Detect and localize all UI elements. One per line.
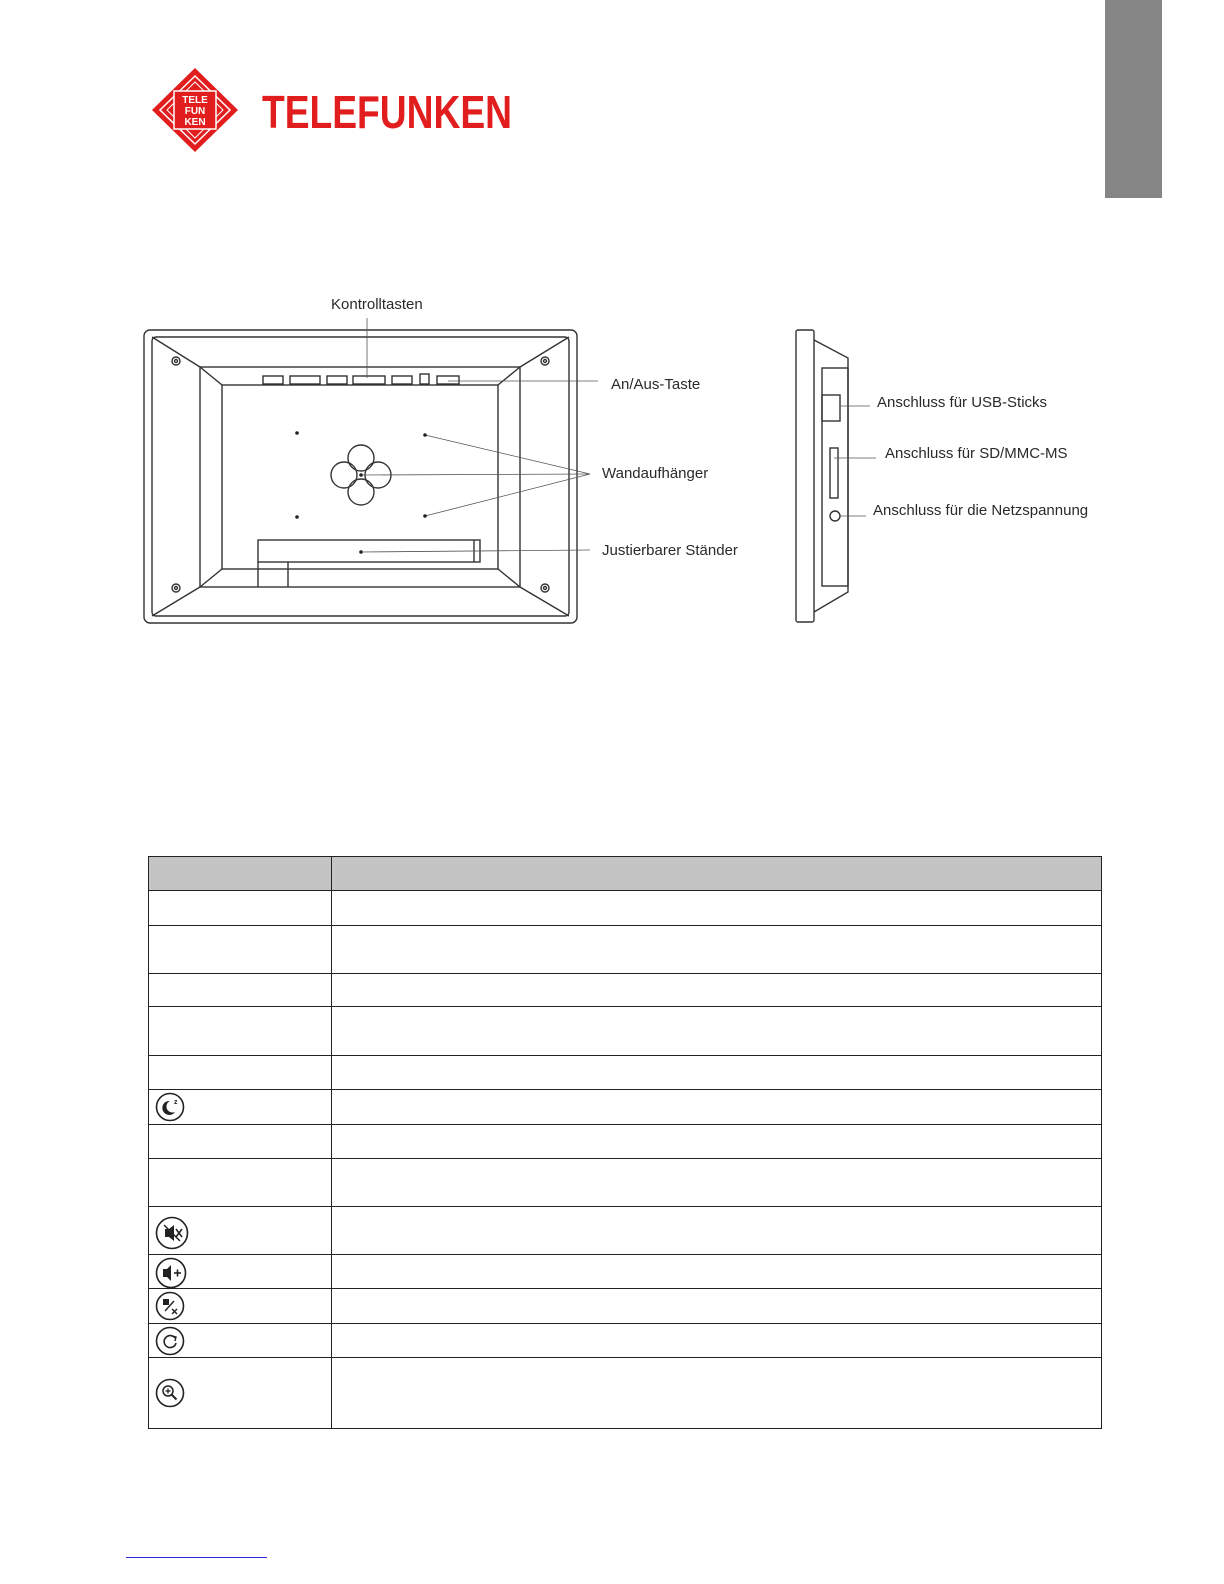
label-power-key: An/Aus-Taste [611, 376, 701, 393]
row-text [332, 1007, 1102, 1056]
brand-wordmark: TELEFUNKEN [262, 86, 512, 138]
zoom-ratio-icon [155, 1291, 185, 1321]
side-frame [796, 330, 814, 622]
row-text [332, 1358, 1102, 1429]
frame-outer [144, 330, 577, 623]
row-text [332, 1289, 1102, 1324]
power-key [437, 376, 459, 384]
wall-mount-shape [331, 445, 391, 505]
emblem-line-1: TELE [182, 95, 208, 106]
label-wall-mount: Wandaufhänger [602, 465, 709, 482]
header-key [149, 857, 332, 891]
table-row [149, 1324, 1102, 1358]
card-slot [830, 448, 838, 498]
row-text [332, 1125, 1102, 1159]
table-header-row [149, 857, 1102, 891]
row-text [332, 1324, 1102, 1358]
dc-jack [830, 511, 840, 521]
rotate-icon [155, 1326, 185, 1356]
row-text [332, 926, 1102, 974]
header-function [332, 857, 1102, 891]
control-key-2 [290, 376, 320, 384]
emblem-line-3: KEN [184, 117, 206, 128]
label-stand: Justierbarer Ständer [602, 542, 738, 559]
keys-table [148, 856, 1102, 1429]
label-card-port: Anschluss für SD/MMC-MS [885, 445, 1068, 462]
table-row [149, 1358, 1102, 1429]
row-text [332, 1207, 1102, 1255]
telefunken-logo [150, 66, 520, 156]
table-row [149, 1207, 1102, 1255]
usb-slot [822, 395, 840, 421]
row-text [332, 1090, 1102, 1125]
zoom-in-icon [155, 1378, 185, 1408]
row-text [332, 974, 1102, 1007]
emblem-line-2: FUN [184, 106, 206, 117]
back-panel [200, 367, 520, 587]
table-row [149, 1090, 1102, 1125]
label-control-keys: Kontrolltasten [331, 296, 423, 313]
stand [258, 540, 480, 562]
table-row [149, 891, 1102, 926]
table-row [149, 1289, 1102, 1324]
row-text [332, 1056, 1102, 1090]
table-row [149, 1056, 1102, 1090]
control-key-4 [353, 376, 385, 384]
table-row [149, 974, 1102, 1007]
control-key-6 [420, 374, 429, 384]
row-text [332, 1159, 1102, 1207]
label-power-port: Anschluss für die Netzspannung [873, 502, 1089, 519]
table-row [149, 1255, 1102, 1289]
label-usb-port: Anschluss für USB-Sticks [877, 394, 1048, 411]
mute-icon [155, 1216, 185, 1246]
table-row [149, 1125, 1102, 1159]
table-row [149, 1159, 1102, 1207]
sleep-moon-icon [155, 1092, 185, 1122]
brand-emblem-icon [152, 68, 238, 152]
volume-up-icon [155, 1257, 185, 1287]
side-tab-marker [1105, 0, 1162, 198]
control-key-5 [392, 376, 412, 384]
row-text [332, 891, 1102, 926]
control-key-1 [263, 376, 283, 384]
footer-link-underline[interactable] [126, 1557, 267, 1558]
svg-text:z: z [174, 1099, 178, 1106]
row-text [332, 1255, 1102, 1289]
table-row [149, 926, 1102, 974]
control-key-3 [327, 376, 347, 384]
table-row [149, 1007, 1102, 1056]
